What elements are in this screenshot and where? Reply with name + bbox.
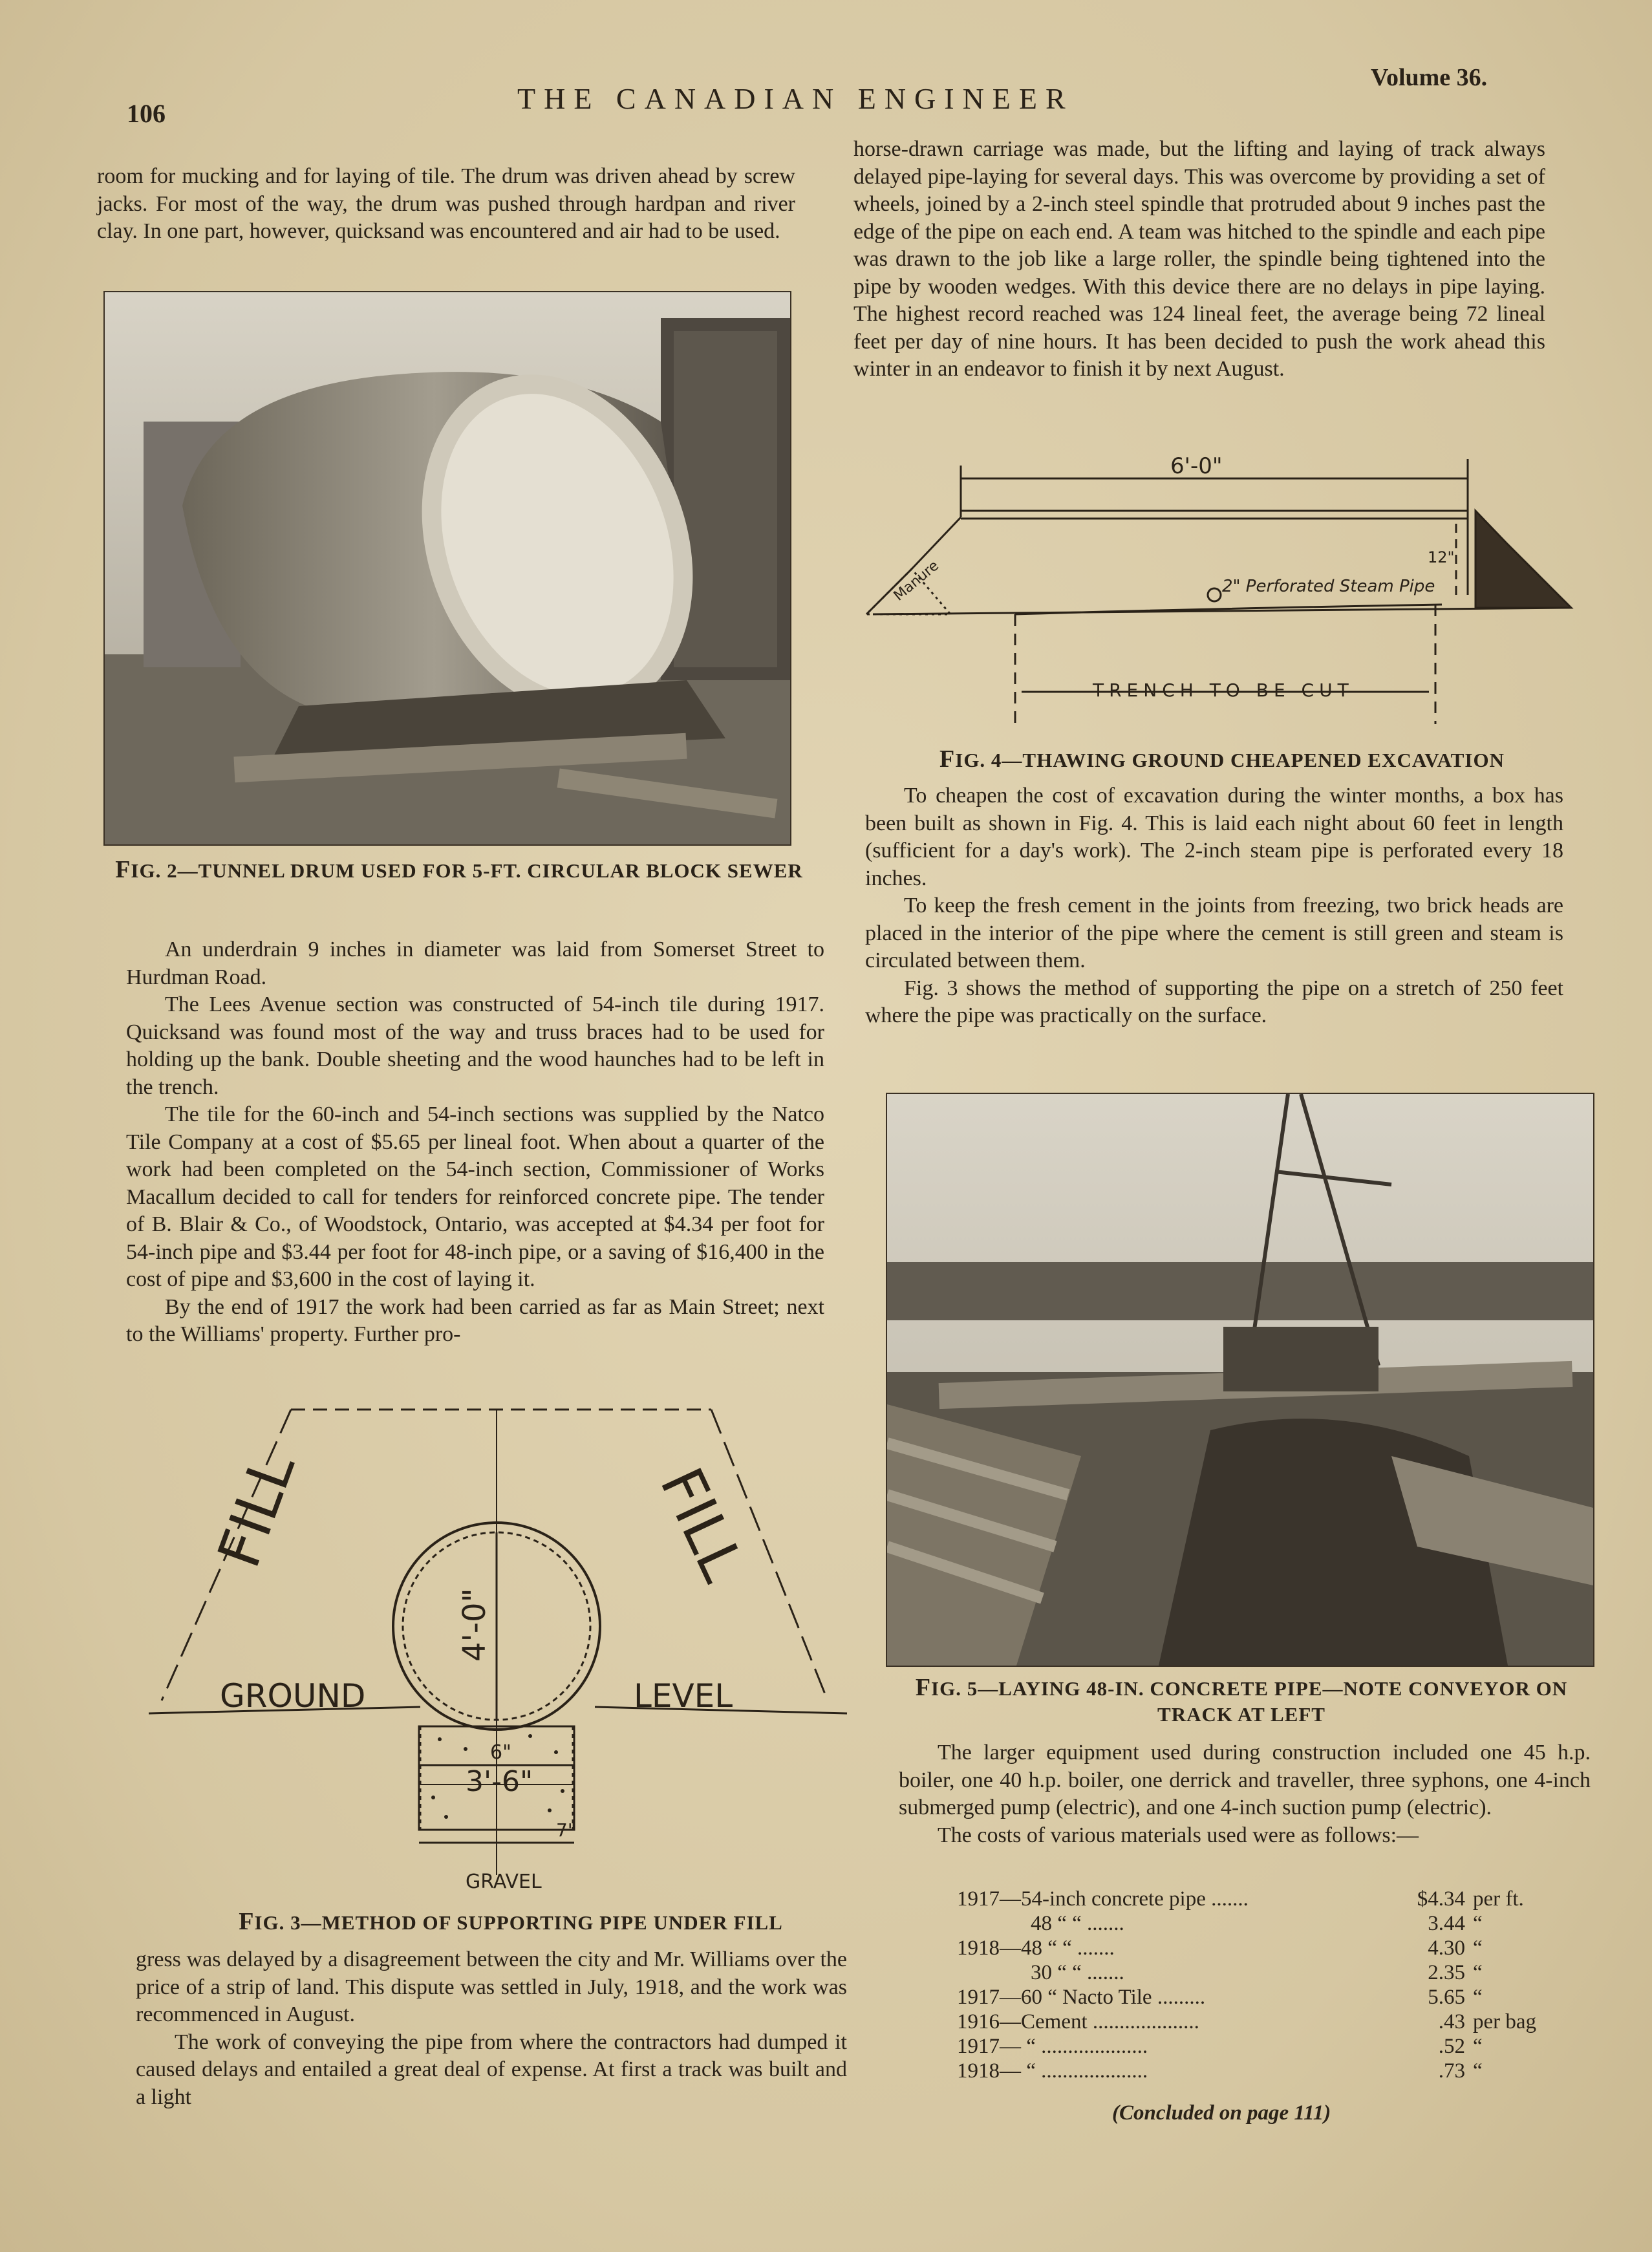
paragraph: To keep the fresh cement in the joints from freezing, two brick heads are placed in the interior of the pipe where the cement is still green and steam is circulated between them.	[865, 894, 1563, 972]
table-row: 30 “ “ ....... 2.35 “	[1031, 1961, 1483, 1984]
fig3-level-label: LEVEL	[634, 1677, 733, 1715]
laying-pipe-photo	[886, 1093, 1594, 1667]
continuation-note: (Concluded on page 111)	[1112, 2101, 1331, 2125]
table-row: 1917—60 “ Nacto Tile ......... 5.65 “	[957, 1986, 1483, 2009]
fig4-thawing-box-diagram	[860, 440, 1578, 737]
fig4-trench-label: TRENCH TO BE CUT	[1093, 680, 1354, 701]
paragraph: The Lees Avenue section was constructed of 54-inch tile during 1917. Quicksand was found most of the way and truss braces had to be used for holding up the bank. Double sheeting and the wood haunches had to be left in the trench.	[126, 992, 824, 1099]
table-row: 1916—Cement .................... .43 per bag	[957, 2010, 1537, 2033]
paragraph: An underdrain 9 inches in diameter was laid from Somerset Street to Hurdman Road.	[126, 938, 824, 989]
fig3-ground-label: GROUND	[220, 1677, 366, 1715]
paragraph: By the end of 1917 the work had been carried as far as Main Street; next to the Williams' property. Further pro-	[126, 1294, 824, 1346]
paragraph: gress was delayed by a disagreement between the city and Mr. Williams over the price of a strip of land. This dispute was settled in July, 1918, and the work was recommenced in August.	[136, 1947, 847, 2026]
fig3-fill-left-label: FILL	[205, 1444, 308, 1576]
fig3-caption: FIG. 3—METHOD OF SUPPORTING PIPE UNDER FILL	[239, 1908, 783, 1935]
laying-pipe-image	[887, 1094, 1593, 1666]
fig5-caption: FIG. 5—LAYING 48-IN. CONCRETE PIPE—NOTE CONVEYOR ON TRACK AT LEFT	[915, 1674, 1568, 1726]
paragraph: The tile for the 60-inch and 54-inch sections was supplied by the Natco Tile Company at a cost of $5.65 per lineal foot. When about a quarter of the work had been completed on the 54-inch section, Commissioner of Works Macallum decided to call for tenders for reinforced concrete pipe. The tender of B. Blair & Co., of Woodstock, Ontario, was accepted at $4.34 per foot for 54-inch pipe and $3.44 per foot for 48-inch pipe, or a saving of $16,400 in the cost of pipe and $3,600 in the cost of laying it.	[126, 1102, 824, 1291]
right-column-middle	[865, 782, 1563, 1030]
table-row: 1917—54-inch concrete pipe ....... $4.34 per ft.	[957, 1887, 1524, 1911]
fig3-gravel-label: GRAVEL	[466, 1871, 542, 1893]
table-row: 1918—48 “ “ ....... 4.30 “	[957, 1936, 1483, 1960]
fig4-height-label: 12"	[1428, 548, 1455, 566]
fig3-depth-label: 6"	[490, 1741, 511, 1764]
fig2-caption: FIG. 2—TUNNEL DRUM USED FOR 5-FT. CIRCULAR BLOCK SEWER	[115, 856, 803, 883]
journal-title: THE CANADIAN ENGINEER	[517, 82, 1074, 115]
paragraph: horse-drawn carriage was made, but the lifting and laying of track always delayed pipe-laying for several days. This was overcome by providing a set of wheels, joined by a 2-inch steel spindle that protruded about 9 inches past the edge of the pipe on each end. A team was hitched to the spindle and each pipe was drawn to the job like a large roller, the spindle being tightened into the pipe by wooden wedges. With this device there are no delays in pipe laying. The highest record reached was 124 lineal feet, the average being 72 lineal feet per day of nine hours. It has been decided to push the work ahead this winter in an endeavor to finish it by next August.	[853, 137, 1545, 381]
page-number: 106	[127, 99, 166, 128]
left-column-bottom	[136, 1946, 847, 2111]
tunnel-drum-photo	[103, 291, 791, 846]
left-column-middle	[126, 936, 824, 1349]
paragraph: room for mucking and for laying of tile. The drum was driven ahead by screw jacks. For most of the way, the drum was pushed through hardpan and river clay. In one part, however, quicksand was encountered and air had to be used.	[97, 164, 795, 243]
fig3-diameter-label: 4'-0"	[456, 1588, 493, 1662]
paragraph: The work of conveying the pipe from where the contractors had dumped it caused delays and entailed a great deal of expense. At first a track was built and a light	[136, 2030, 847, 2109]
fig4-manure-label: Manure	[890, 557, 943, 605]
paragraph: Fig. 3 shows the method of supporting the pipe on a stretch of 250 feet where the pipe was practically on the surface.	[865, 976, 1563, 1027]
table-row: 48 “ “ ....... 3.44 “	[1031, 1912, 1483, 1935]
paragraph: The costs of various materials used were as follows:—	[938, 1823, 1419, 1847]
fig4-width-label: 6'-0"	[1170, 453, 1223, 479]
right-column-bottom	[899, 1739, 1591, 1849]
tunnel-drum-image	[105, 292, 790, 844]
table-row: 1918— “ .................... .73 “	[957, 2059, 1483, 2083]
fig3-pipe-support-diagram	[142, 1397, 853, 1901]
fig3-base-width-label: 3'-6"	[466, 1765, 533, 1798]
fig4-pipe-label: 2" Perforated Steam Pipe	[1222, 577, 1435, 596]
volume-label: Volume 36.	[1371, 64, 1488, 91]
table-row: 1917— “ .................... .52 “	[957, 2035, 1483, 2058]
costs-table	[953, 1887, 1587, 2083]
right-column-top	[853, 136, 1545, 383]
fig4-caption: FIG. 4—THAWING GROUND CHEAPENED EXCAVATION	[939, 745, 1505, 773]
fig3-fill-right-label: FILL	[647, 1457, 757, 1592]
paragraph: The larger equipment used during construction included one 45 h.p. boiler, one 40 h.p. boiler, one derrick and traveller, three syphons, one 4-inch submerged pump (electric), and one 4-inch suction pump (electric).	[899, 1741, 1591, 1819]
fig3-side-label: 7"	[556, 1819, 576, 1841]
left-column-top	[97, 163, 795, 246]
paragraph: To cheapen the cost of excavation during the winter months, a box has been built as shown in Fig. 4. This is laid each night about 60 feet in length (sufficient for a day's work). The 2-inch steam pipe is perforated every 18 inches.	[865, 784, 1563, 890]
